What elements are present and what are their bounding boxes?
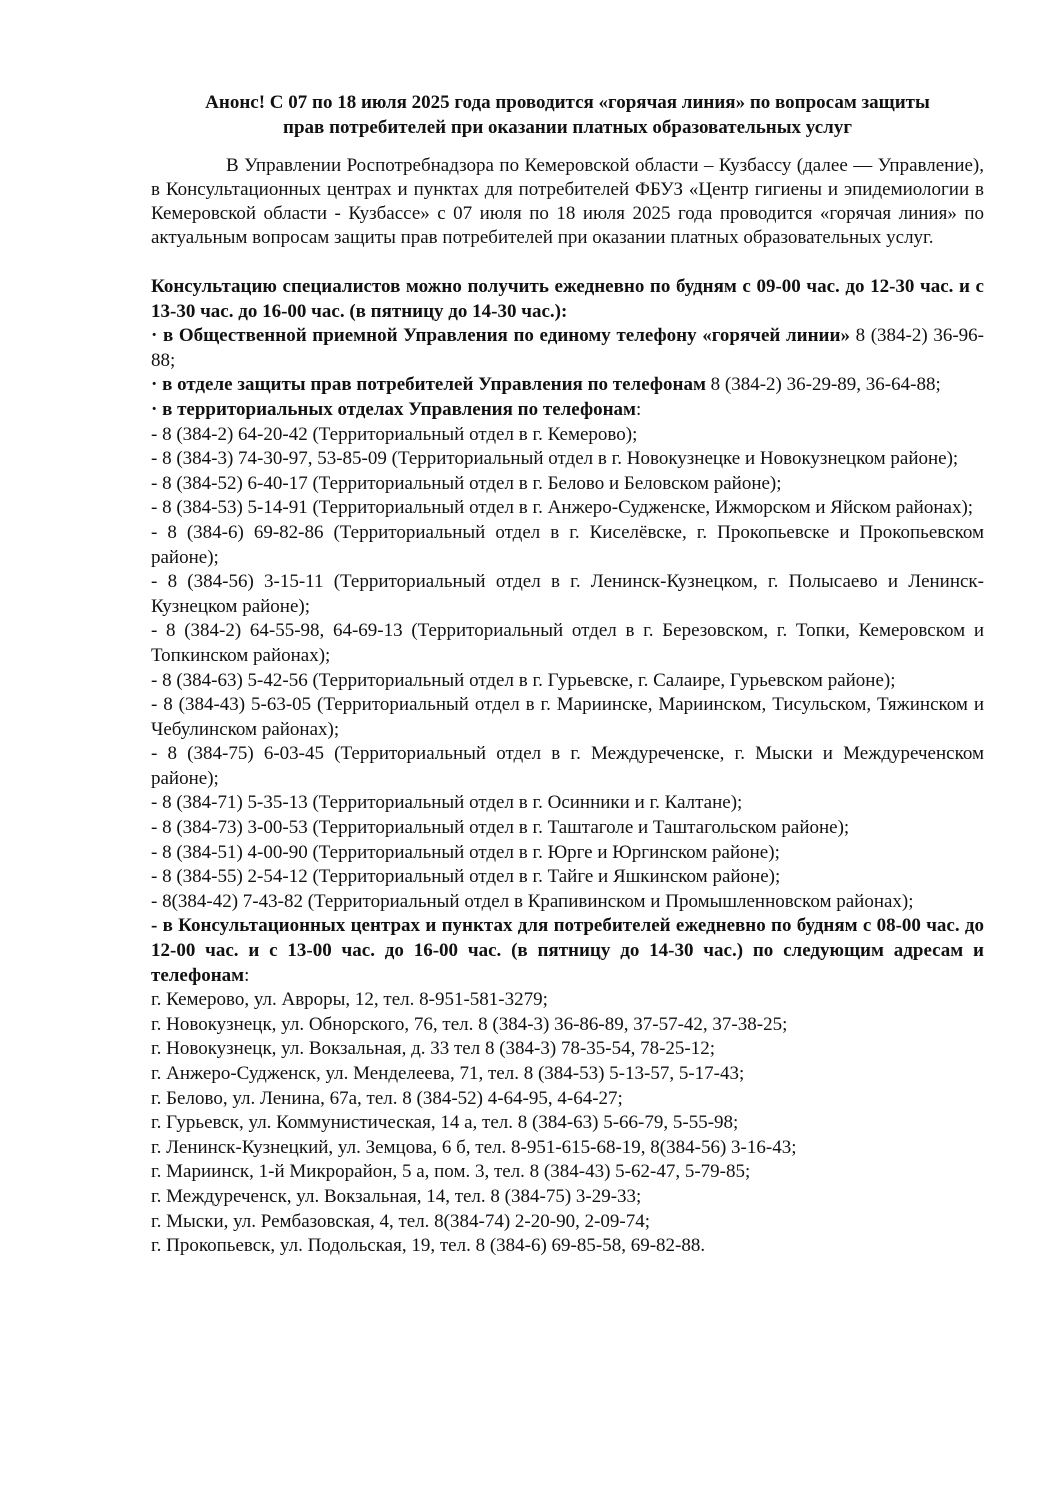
territorial-heading [151,398,984,423]
territorial-list [151,423,984,915]
territorial-office-item: - 8 (384-55) 2-54-12 (Территориальный отдел в г. Тайге и Яшкинском районе); [151,866,781,888]
protection-dept-phones: 8 (384-2) 36-29-89, 36-64-88; [705,374,941,396]
territorial-heading-colon: : [635,398,642,420]
territorial-office-item: - 8 (384-73) 3-00-53 (Территориальный отдел в г. Таштаголе и Таштагольском районе); [151,817,850,839]
consult-center-address: г. Прокопьевск, ул. Подольская, 19, тел. 8 (384-6) 69-85-58, 69-82-88. [151,1235,706,1257]
consult-center-address: г. Новокузнецк, ул. Вокзальная, д. 33 тел 8 (384-3) 78-35-54, 78-25-12; [151,1038,716,1060]
public-reception-item [151,324,984,373]
territorial-office-item: - 8 (384-53) 5-14-91 (Территориальный отдел в г. Анжеро-Судженске, Ижморском и Яйском районах); [151,497,974,519]
address-list [151,988,984,1259]
territorial-heading-label: · в территориальных отделах Управления по телефонам [151,398,636,420]
territorial-office-item: - 8 (384-43) 5-63-05 (Территориальный отдел в г. Мариинске, Мариинском, Тисульском, Тяжинском и Чебулинском районах); [151,694,984,740]
territorial-office-item: - 8 (384-63) 5-42-56 (Территориальный отдел в г. Гурьевске, г. Салаире, Гурьевском районе); [151,669,896,691]
centers-heading [151,914,984,988]
territorial-office-item: - 8 (384-52) 6-40-17 (Территориальный отдел в г. Белово и Беловском районе); [151,472,782,494]
territorial-office-item: - 8 (384-71) 5-35-13 (Территориальный отдел в г. Осинники и г. Калтане); [151,792,743,814]
territorial-office-item: - 8 (384-3) 74-30-97, 53-85-09 (Территориальный отдел в г. Новокузнецке и Новокузнецком районе); [151,448,959,470]
intro-paragraph: В Управлении Роспотребнадзора по Кемеровской области – Кузбассу (далее — Управление), в Консультационных центрах и пунктах для потребителей ФБУЗ «Центр гигиены и эпидемиологии в Кемеровской области - Кузбассе» с 07 июля по 18 июля 2025 года проводится «горячая линия» по актуальным вопросам защиты прав потребителей при оказании платных образовательных услуг. [151,155,984,248]
title-line-1: Анонс! С 07 по 18 июля 2025 года проводится «горячая линия» по вопросам защиты [205,92,930,113]
consult-center-address: г. Ленинск-Кузнецкий, ул. Земцова, 6 б, тел. 8-951-615-68-19, 8(384-56) 3-16-43; [151,1136,797,1158]
territorial-office-item: - 8 (384-51) 4-00-90 (Территориальный отдел в г. Юрге и Юргинском районе); [151,841,780,863]
announcement-title [151,90,984,140]
consult-center-address: г. Междуреченск, ул. Вокзальная, 14, тел. 8 (384-75) 3-29-33; [151,1185,642,1207]
consult-heading: Консультацию специалистов можно получить ежедневно по будням с 09-00 час. до 12-30 час. и с 13-30 час. до 16-00 час. (в пятницу до 14-30 час.): [151,276,984,322]
consult-center-address: г. Мыски, ул. Рембазовская, 4, тел. 8(384-74) 2-20-90, 2-09-74; [151,1210,651,1232]
title-line-2: прав потребителей при оказании платных образовательных услуг [283,117,852,138]
public-reception-label: · в Общественной приемной Управления по единому телефону «горячей линии» [151,325,850,347]
centers-heading-colon: : [244,964,250,986]
consult-center-address: г. Гурьевск, ул. Коммунистическая, 14 а, тел. 8 (384-63) 5-66-79, 5-55-98; [151,1112,739,1134]
territorial-office-item: - 8 (384-2) 64-20-42 (Территориальный отдел в г. Кемерово); [151,423,638,445]
territorial-office-item: - 8 (384-2) 64-55-98, 64-69-13 (Территориальный отдел в г. Березовском, г. Топки, Кемеровском и Топкинском районах); [151,620,984,666]
consult-center-address: г. Новокузнецк, ул. Обнорского, 76, тел. 8 (384-3) 36-86-89, 37-57-42, 37-38-25; [151,1013,788,1035]
consult-center-address: г. Мариинск, 1-й Микрорайон, 5 а, пом. 3, тел. 8 (384-43) 5-62-47, 5-79-85; [151,1161,751,1183]
consult-center-address: г. Кемерово, ул. Авроры, 12, тел. 8-951-581-3279; [151,989,548,1011]
territorial-office-item: - 8(384-42) 7-43-82 (Территориальный отдел в Крапивинском и Промышленновском районах); [151,890,914,912]
centers-heading-label: - в Консультационных центрах и пунктах для потребителей ежедневно по будням с 08-00 час. до 12-00 час. и с 13-00 час. до 16-00 час. (в пятницу до 14-30 час.) по следующим адресам и телефонам [151,915,984,986]
territorial-office-item: - 8 (384-75) 6-03-45 (Территориальный отдел в г. Междуреченске, г. Мыски и Междуреченском районе); [151,743,984,789]
territorial-office-item: - 8 (384-56) 3-15-11 (Территориальный отдел в г. Ленинск-Кузнецком, г. Полысаево и Ленинск-Кузнецком районе); [151,571,984,617]
protection-dept-item [151,373,984,398]
territorial-office-item: - 8 (384-6) 69-82-86 (Территориальный отдел в г. Киселёвске, г. Прокопьевске и Прокопьевском районе); [151,521,984,568]
consult-center-address: г. Белово, ул. Ленина, 67а, тел. 8 (384-52) 4-64-95, 4-64-27; [151,1087,623,1109]
public-reception-phone: 8 (384-2) 36-96-88; [151,325,984,371]
consult-center-address: г. Анжеро-Судженск, ул. Менделеева, 71, тел. 8 (384-53) 5-13-57, 5-17-43; [151,1063,745,1084]
protection-dept-label: · в отделе защиты прав потребителей Управления по телефонам [151,374,706,396]
